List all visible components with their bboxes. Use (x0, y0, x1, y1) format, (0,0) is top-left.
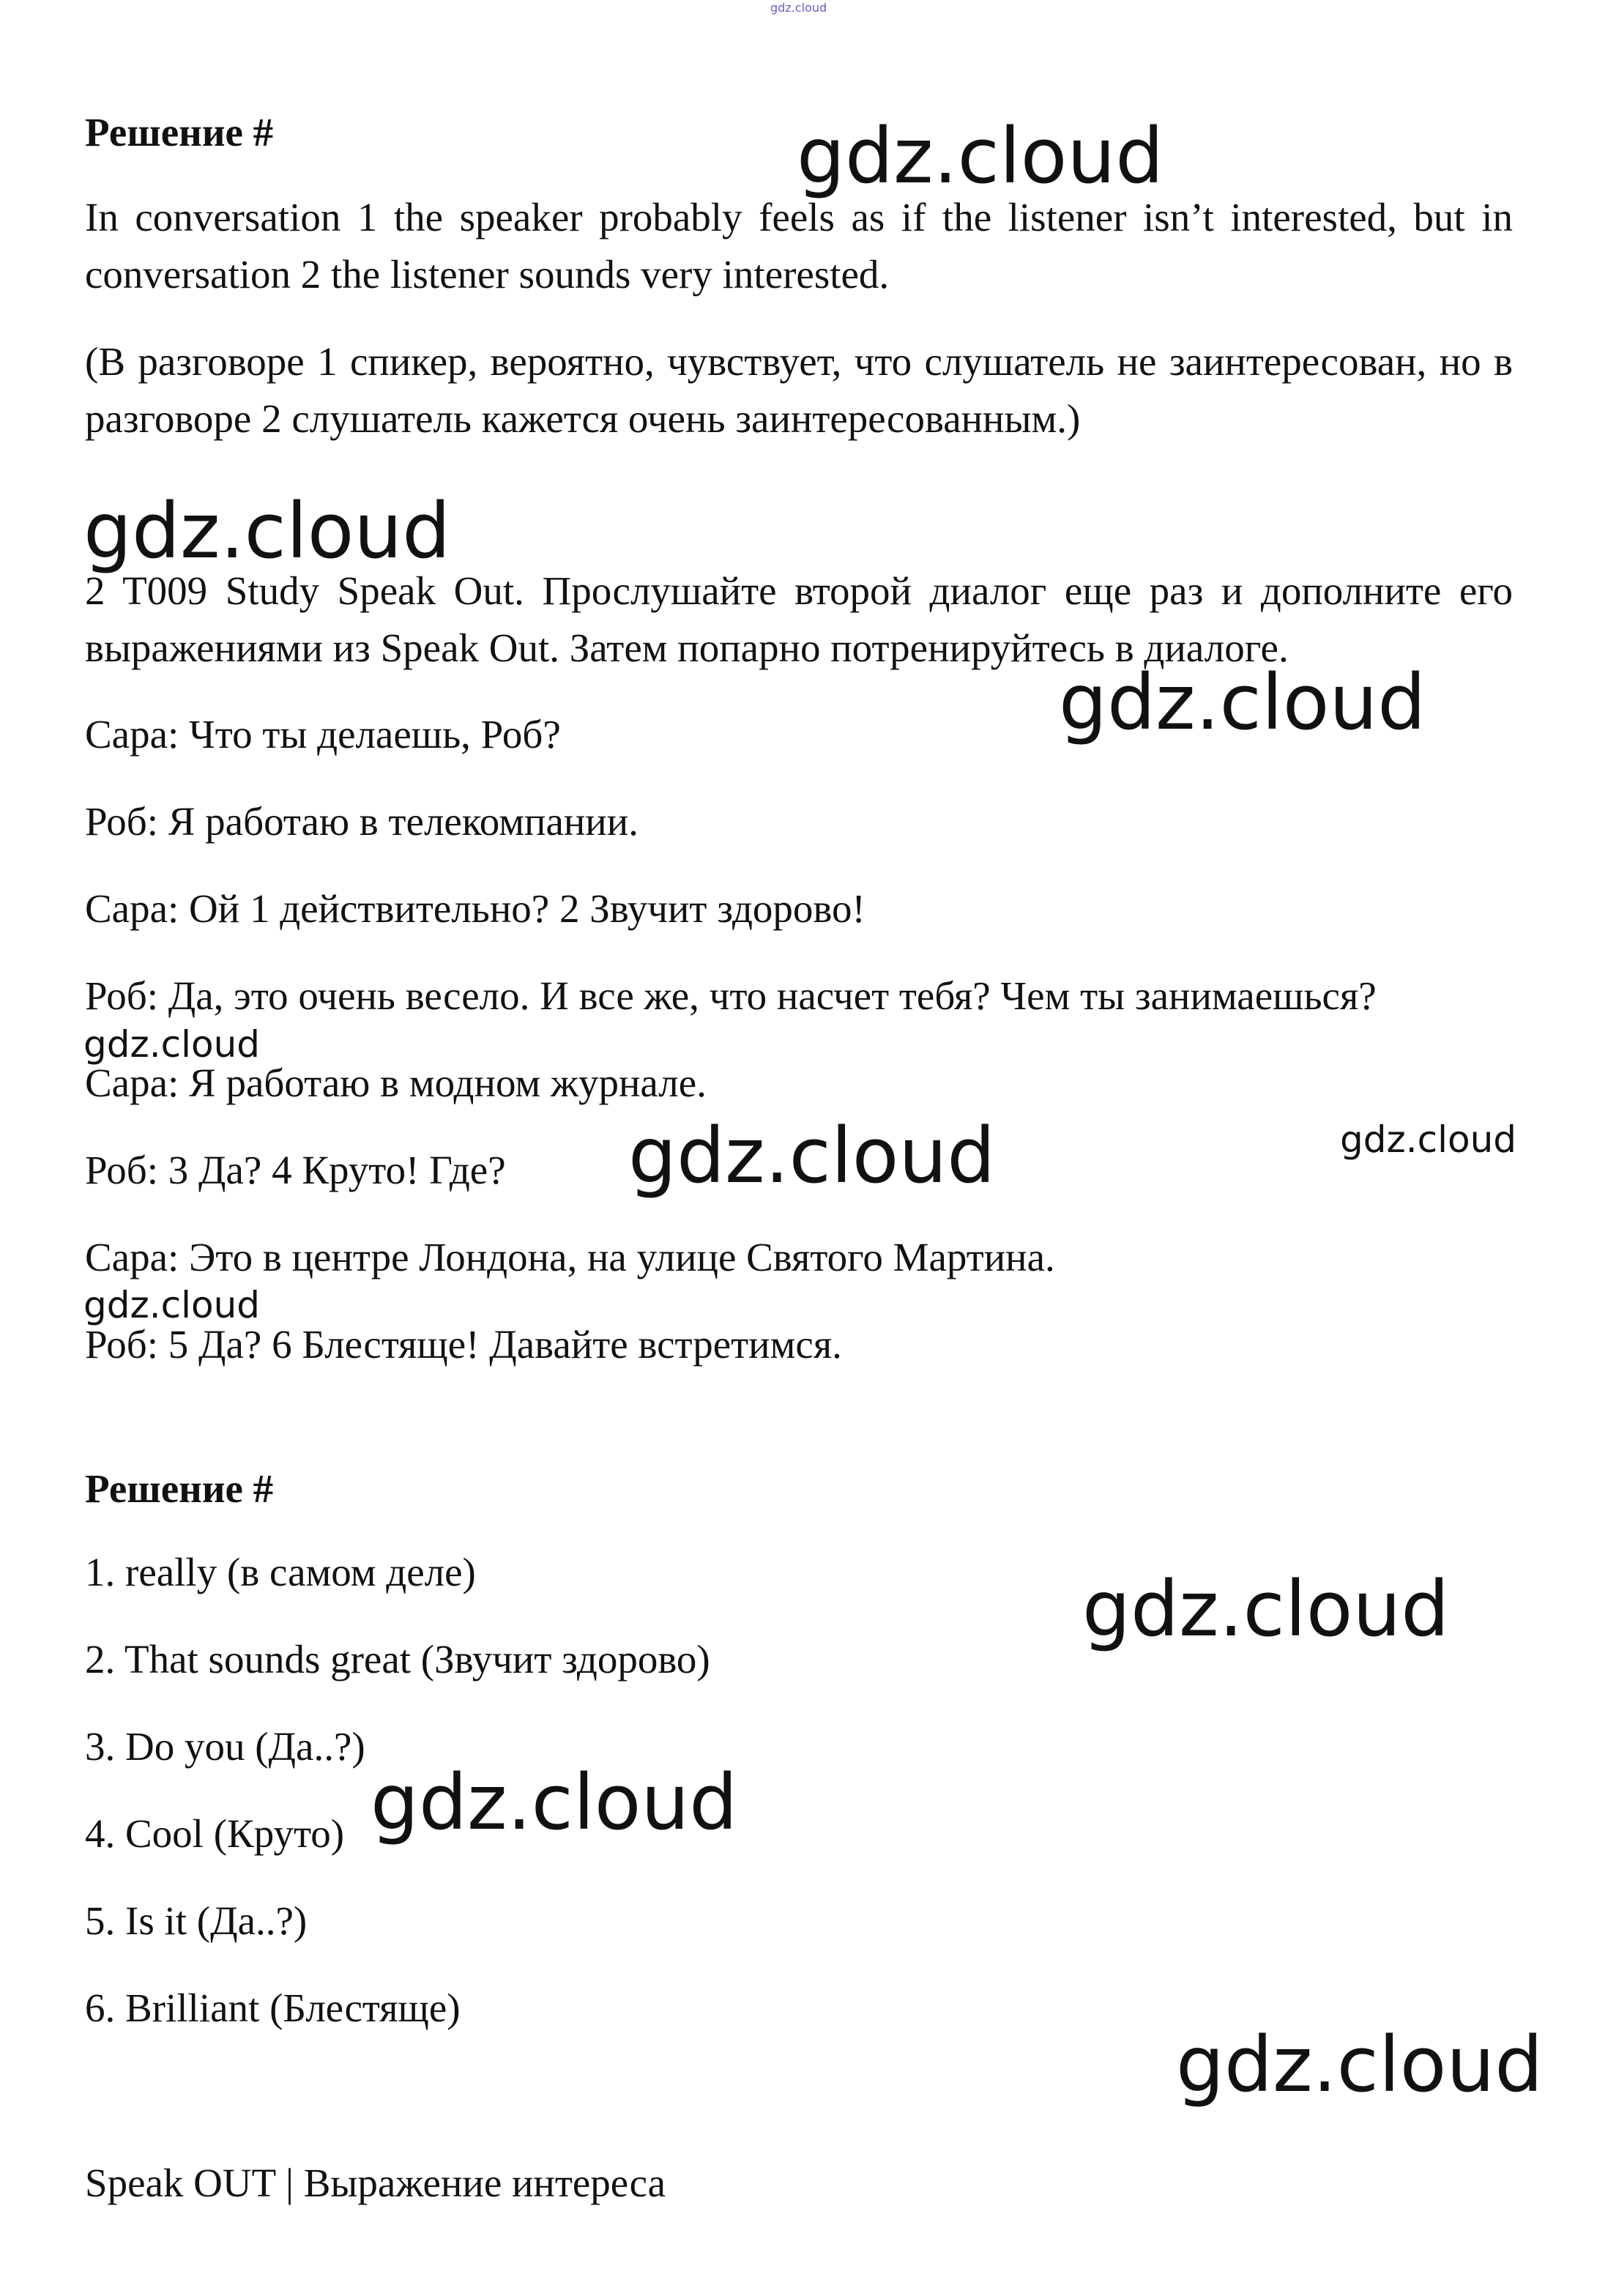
answer-english: In conversation 1 the speaker probably feels as if the listener isn’t interested, but in conversation 2 the listener sounds very interested. (85, 195, 1513, 297)
answer-item: 1. really (в самом деле) (85, 1550, 476, 1594)
task-2-text: 2 T009 Study Speak Out. Прослушайте второй диалог еще раз и дополните его выражениями из Speak Out. Затем попарно потренируйтесь в диалоге. (85, 568, 1513, 670)
watermark: gdz.cloud (1059, 658, 1426, 747)
watermark: gdz.cloud (371, 1758, 738, 1847)
watermark: gdz.cloud (628, 1111, 996, 1200)
dialogue-line: Сара: Я работаю в модном журнале. (85, 1060, 707, 1105)
watermark: gdz.cloud (83, 1023, 261, 1066)
watermark: gdz.cloud (83, 1284, 261, 1326)
footer-caption: Speak OUT | Выражение интереса (85, 2161, 666, 2205)
answer-item: 6. Brilliant (Блестяще) (85, 1985, 461, 2030)
watermark: gdz.cloud (797, 111, 1164, 201)
dialogue-line: Роб: Я работаю в телекомпании. (85, 799, 639, 844)
answer-item: 2. That sounds great (Звучит здорово) (85, 1637, 710, 1682)
dialogue-line: Сара: Что ты делаешь, Роб? (85, 712, 561, 757)
watermark: gdz.cloud (1176, 2020, 1544, 2109)
top-watermark: gdz.cloud (770, 1, 827, 15)
dialogue-line: Роб: Да, это очень весело. И все же, что насчет тебя? Чем ты занимаешься? (85, 973, 1377, 1018)
dialogue-line: Роб: 3 Да? 4 Круто! Где? (85, 1148, 506, 1192)
answer-item: 4. Cool (Круто) (85, 1811, 345, 1856)
watermark: gdz.cloud (83, 486, 451, 576)
answer-item: 5. Is it (Да..?) (85, 1898, 308, 1943)
watermark: gdz.cloud (1082, 1564, 1450, 1654)
solution-heading-1: Решение # (85, 110, 274, 155)
dialogue-line: Роб: 5 Да? 6 Блестяще! Давайте встретимся. (85, 1322, 842, 1367)
solution-heading-2: Решение # (85, 1466, 274, 1511)
watermark: gdz.cloud (1340, 1118, 1517, 1161)
dialogue-line: Сара: Ой 1 действительно? 2 Звучит здорово! (85, 886, 865, 931)
answer-item: 3. Do you (Да..?) (85, 1724, 365, 1769)
answer-russian: (В разговоре 1 спикер, вероятно, чувствует, что слушатель не заинтересован, но в разговоре 2 слушатель кажется очень заинтересованным.) (85, 339, 1513, 441)
dialogue-line: Сара: Это в центре Лондона, на улице Святого Мартина. (85, 1235, 1055, 1279)
